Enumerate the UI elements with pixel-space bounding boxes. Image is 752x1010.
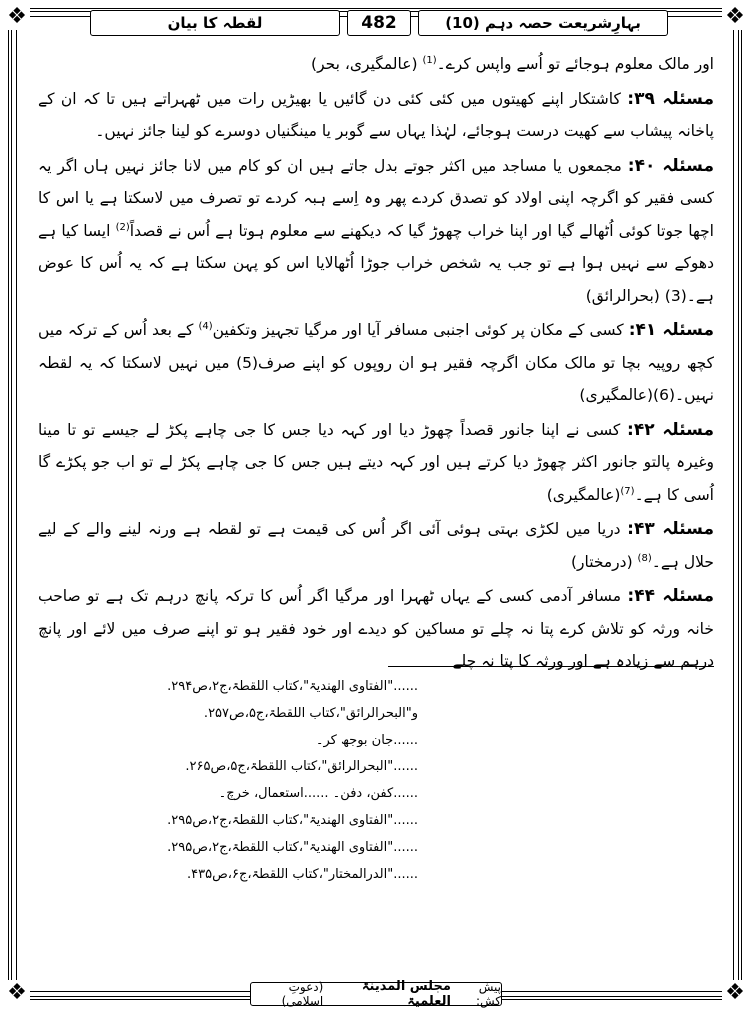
masala-label: مسئلہ ۴۱: (628, 320, 714, 340)
footnote-marker: (1) (422, 54, 437, 66)
paragraph-text: مجمعوں یا مساجد میں اکثر جوتے بدل جاتے ہیں ان کو کام میں لانا جائز نہیں ہاں اگر یہ کسی فقیر کو اگرچہ اپنی اولاد کو تصدق کردے پھر وہ اِسے ہبہ کردے تو تصرف میں لاسکتا ہے یا اس کا اچھا جوتا کوئی اُٹھالے گیا اور اپنا خراب چھوڑ گیا کہ دیکھنے سے معلوم ہوتا ہے اُس نے قصداً (38, 156, 714, 240)
footnote-item: ......"الفتاوی الھندیۃ"،کتاب اللقطۃ،ج۲،ص۲۹۵. (167, 812, 418, 828)
footer-suffix: (دعوتِ اسلامی) (281, 980, 324, 1008)
paragraph-text: مسافر آدمی کسی کے یہاں ٹھہرا اور مرگیا اگر اُس کا ترکہ پانچ درہم تک ہے تو صاحب خانہ ورثہ کو تلاش کرے پتا نہ چلے تو مساکین کو دیدے اور خود فقیر ہو تو اپنے صرف میں لائے اور پانچ درہم سے زیادہ ہے اور ورثہ کا پتا نہ چلے (38, 587, 714, 670)
footnote-marker: (2) (115, 221, 130, 233)
footer-org: مجلس المدینۃ العلمیۃ (361, 979, 451, 1009)
footnote-marker: (4) (198, 320, 213, 332)
footnote-item: ......کفن، دفن۔ ......استعمال، خرچ۔ (218, 786, 418, 802)
paragraph (38, 513, 714, 578)
paragraph (38, 580, 714, 678)
page-footer (250, 979, 502, 1009)
main-text (38, 48, 714, 680)
corner-ornament-icon: ❖ (722, 980, 748, 1006)
book-title: بہارِشریعت حصہ دہم (10) (418, 10, 668, 36)
page-number: 482 (347, 10, 411, 36)
footnote-divider (388, 666, 714, 667)
footnote-item: ......"الفتاوی الھندیۃ"،کتاب اللقطۃ،ج۲،ص۲۹۵. (167, 839, 418, 855)
corner-ornament-icon: ❖ (4, 4, 30, 30)
corner-ornament-icon: ❖ (4, 980, 30, 1006)
paragraph (38, 83, 714, 148)
paragraph-text: کسی کے مکان پر کوئی اجنبی مسافر آیا اور مرگیا تجہیز وتکفین (212, 321, 629, 339)
paragraph-tail: ایسا کیا ہے دھوکے سے نہیں ہوا ہے تو جب یہ شخص خراب جوڑا اُٹھالایا اس کو پہن سکتا ہے کہ یہ اُس کا عوض ہے۔(3) (بحرالرائق) (38, 221, 714, 305)
corner-ornament-icon: ❖ (722, 4, 748, 30)
paragraph (38, 314, 714, 412)
paragraph-tail: (عالمگیری) (546, 485, 621, 504)
paragraph (38, 48, 714, 81)
footnote-marker: (7) (620, 485, 635, 497)
paragraph-tail: کے بعد اُس کے ترکہ میں کچھ روپیہ بچا تو مالک مکان اگرچہ فقیر ہو ان روپوں کو اپنے صرف(5) میں نہیں لاسکتا کہ یہ لقطہ نہیں۔(6)(عالمگیری) (38, 321, 715, 404)
masala-label: مسئلہ ۴۳: (627, 519, 714, 539)
paragraph-text: کاشتکار اپنے کھیتوں میں کئی کئی دن گائیں یا بھیڑیں رات میں ٹھہراتے ہیں تا کہ ان کے پاخانہ پیشاب سے کھیت درست ہوجائے، لہٰذا یہاں سے گوبر یا مینگنیاں دوسرے کو لینا جائز نہیں۔ (38, 89, 714, 140)
footer-prefix: پیش کش: (475, 980, 501, 1008)
chapter-title: لقطہ کا بیان (90, 10, 340, 36)
footnote-item: ......"الدرالمختار"،کتاب اللقطۃ،ج۶،ص۴۳۵. (186, 866, 418, 882)
footnote-marker: (8) (637, 552, 652, 564)
masala-label: مسئلہ ۴۲: (627, 419, 714, 440)
paragraph-text: دریا میں لکڑی بہتی ہوئی آئی اگر اُس کی قیمت ہے تو لقطہ ہے ورنہ لینے والے کے لیے حلال ہے۔ (38, 520, 714, 571)
paragraph-text: کسی نے اپنا جانور قصداً چھوڑ دیا اور کہہ دیا جس کا جی چاہے پکڑ لے جیسے تو تا مینا وغیرہ پالتو جانور اکثر چھوڑ دیا کرتے ہیں اور کہہ دیتے ہیں جس کا جی چاہے پکڑ لے تو اب جو پکڑے گا اُسی کا ہے۔ (38, 420, 714, 504)
footnotes (38, 674, 714, 888)
paragraph-text: اور مالک معلوم ہوجائے تو اُسے واپس کرے۔ (436, 55, 714, 73)
page-header (90, 8, 668, 38)
masala-label: مسئلہ ۳۹: (627, 88, 714, 109)
masala-label: مسئلہ ۴۰: (627, 155, 714, 176)
paragraph (38, 414, 714, 512)
masala-label: مسئلہ ۴۴: (627, 586, 714, 606)
footnote-item: و"البحرالرائق"،کتاب اللقطۃ،ج۵،ص۲۵۷. (203, 705, 418, 721)
paragraph (38, 150, 714, 313)
paragraph-tail: (عالمگیری، بحر) (311, 55, 423, 73)
paragraph-tail: (درمختار) (570, 552, 638, 571)
footnote-item: ......"البحرالرائق"،کتاب اللقطۃ،ج۵،ص۲۶۵. (185, 759, 418, 775)
footnote-item: ......جان بوجھ کر۔ (315, 732, 418, 748)
footnote-item: ......"الفتاوی الھندیۃ"،کتاب اللقطۃ،ج۲،ص۲۹۴. (167, 679, 418, 694)
